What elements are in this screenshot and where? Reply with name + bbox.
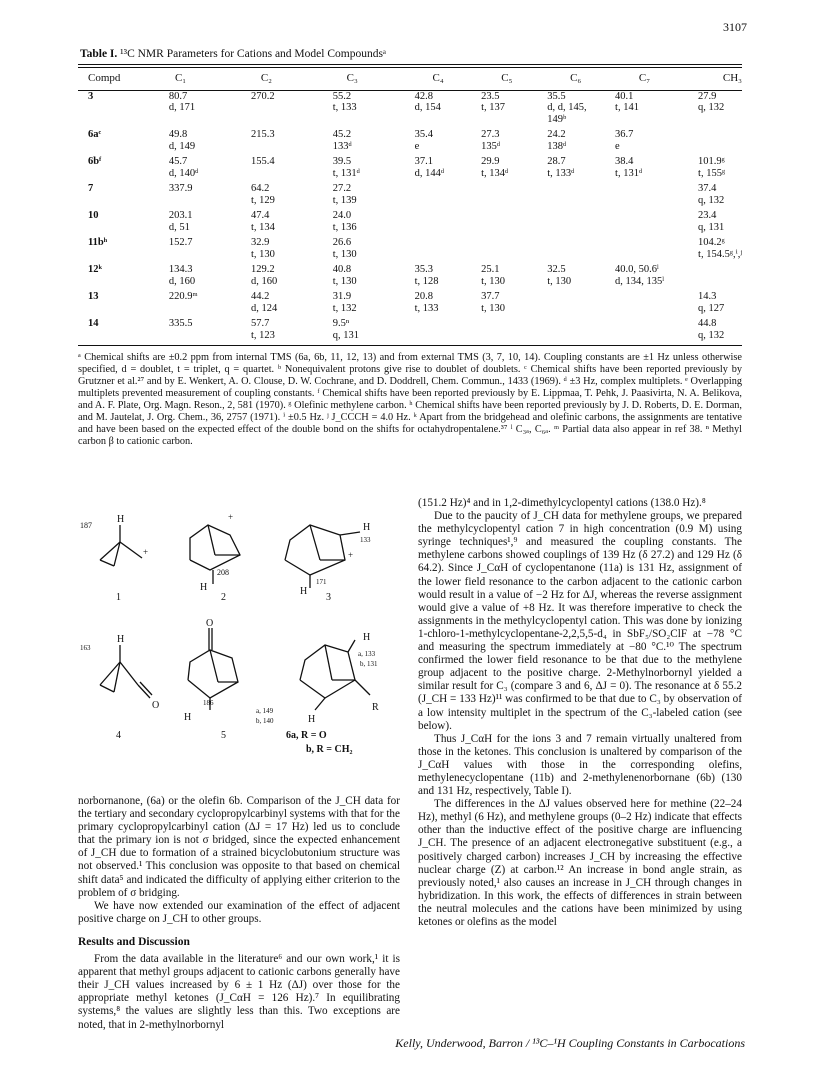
j-label-b131: b, 131 bbox=[360, 660, 378, 668]
j-label-187: 187 bbox=[80, 521, 92, 530]
structure-label-1: 1 bbox=[116, 592, 121, 603]
table-row bbox=[78, 287, 742, 314]
structure-label-5: 5 bbox=[221, 730, 226, 741]
table-cell: 57.7 t, 123 bbox=[250, 318, 275, 341]
structure-label-2: 2 bbox=[221, 592, 226, 603]
j-label-186: 186 bbox=[203, 699, 214, 707]
table-footnotes: ᵃ Chemical shifts are ±0.2 ppm from internal TMS (6a, 6b, 11, 12, 13) and from external TMS (3, 7, 10, 14). Coupling constants are ±1 Hz unless otherwise specified, d = doublet, t = triplet, q = quartet. ᵇ Nonequivalent protons give rise to doublet of doublets. ᶜ Chemical shifts have been reported previously by Grutzner et al.²⁷ and by E. Wenkert, A. O. Clouse, D. W. Cochrane, and D. Doddrell, Chem. Commun., 1433 (1969). ᵈ ±3 Hz, complex multiplets. ᵉ Overlapping multiplets prevented measurement of coupling constants. ᶠ Chemical shifts have been reported previously by E. Lippmaa, T. Pehk, J. Paasivirta, N. A. Belikova, and A. F. Plate, Org. Magn. Reson., 2, 581 (1970). ᵍ Olefinic methylene carbon. ʰ Chemical shifts have been reported previously by J. D. Roberts, D. E. Dorman, and M. Jautelat, J. Org. Chem., 36, 2757 (1971). ⁱ ±0.5 Hz. ʲ J_CCCH = 4.0 Hz. ᵏ Apart from the bridgehead and olefinic carbons, the assignments are tentative and have been based on the expected effect of the double bond on the shifts for octahydropentalene.³⁷ ˡ C₃ₐ, C₆ₐ. ᵐ Partial data also appear in ref 38. ⁿ Methyl carbon β to cationic carbon. bbox=[78, 352, 742, 447]
column-header: C₄ bbox=[432, 72, 444, 84]
table-cell: 45.7 d, 140ᵈ bbox=[168, 156, 199, 179]
table-row bbox=[78, 233, 742, 260]
table-row bbox=[78, 314, 742, 341]
right-column bbox=[418, 497, 742, 929]
table-cell bbox=[415, 206, 482, 233]
structure-2 bbox=[190, 525, 240, 584]
right-para-3: Thus J_CαH for the ions 3 and 7 remain virtually unaltered from those in the ketones. This conclusion is unaltered by comparison of the J_CαH values with those in the corresponding olefins, methylenecyclopentane (11b) and 2-methylenenorbornane (6b) (130 and 131 Hz, respectively, Table I). bbox=[418, 732, 742, 798]
structure-4 bbox=[100, 645, 152, 698]
compound-id: 14 bbox=[88, 318, 99, 329]
right-para-2: Due to the paucity of J_CH data for methylene groups, we prepared the methylcyclopentyl cation 7 in high concentration (0.9 M) using syringe techniques¹,⁹ and measured the coupling constants. The methylene carbons showed couplings of 139 Hz (δ 27.2) and 129 Hz (δ 64.2). Since J_CαH of cyclopentanone (11a) is 131 Hz, assignment of the lower field resonance to the carbon adjacent to the cationic carbon would result in a value of −2 Hz for ΔJ, whereas the reverse assignment would give a value of +8 Hz. It was therefore imperative to check the assignments in the methylcyclopentyl cation. This was done by ionizing 1-chloro-1-methylcyclopentane-2,2,5,5-d₄ in SbF₅/SO₂ClF at −78 °C and measuring the spectrum immediately at −80 °C.¹⁰ The spectrum confirmed the lower field resonance to be that due to the methylene group adjacent to the positive charge. 2-Methylnorbornyl yielded a similar result for C₃ (compare 3 and 6, ΔJ = 0). The resonance at δ 55.2 (J_CH = 133 Hz)¹¹ was confirmed to be that due to C₃ by observation of a low intensity multiplet in the spectrum of the C₃-labeled cation (see below). bbox=[418, 510, 742, 732]
page-number: 3107 bbox=[723, 20, 747, 34]
table-cell bbox=[481, 233, 547, 260]
j-label-a133: a, 133 bbox=[358, 650, 376, 658]
structure-label-6b: b, R = CH₂ bbox=[306, 744, 353, 755]
left-para-1: norbornanone, (6a) or the olefin 6b. Comparison of the J_CH data for the tertiary and secondary cyclopropylcarbinyl systems with that for the primary cyclopropylcarbinyl cation (ΔJ = 17 Hz) led us to conclude that the primary ion is not σ bridged, since the expected enhancement of J_CH due to formation of a strained bicyclobutonium structure was not observed.¹ This conclusion was opposite to that based on chemical shift data⁵ and indicated the difficulty of applying either criterion to the problem of σ bridging. bbox=[78, 795, 400, 899]
table-cell: 220.9ᵐ bbox=[168, 291, 198, 302]
table-row bbox=[78, 125, 742, 152]
table-cell: 32.9 t, 130 bbox=[250, 237, 275, 260]
compound-id: 6bᶠ bbox=[88, 156, 102, 167]
table-cell: 215.3 bbox=[250, 129, 275, 140]
table-cell: 104.2ᵍ t, 154.5ᵍ,ⁱ,ʲ bbox=[698, 237, 742, 260]
table-cell: 20.8 t, 133 bbox=[414, 291, 439, 314]
table-cell: 37.1 d, 144ᵈ bbox=[414, 156, 445, 179]
table-cell bbox=[547, 233, 615, 260]
atom-h-6b: H bbox=[308, 714, 316, 725]
left-para-3: From the data available in the literature⁶ and our own work,¹ it is apparent that methyl groups adjacent to cationic carbons generally have their J_CH values increased by 6 ± 1 Hz (ΔJ) over those for the appropriate methyl ketones (J_CαH = 126 Hz).⁷ In equilibrating systems,⁸ the values are slightly less than this. Two exceptions are noted, that in 2-methylnorbornyl bbox=[78, 953, 400, 1031]
j-label-163: 163 bbox=[80, 644, 91, 652]
table-cell bbox=[615, 179, 698, 206]
table-cell: 24.2 138ᵈ bbox=[547, 129, 567, 152]
column-header: C₃ bbox=[346, 72, 358, 84]
table-cell bbox=[415, 314, 482, 341]
table-cell: 9.5ⁿ q, 131 bbox=[332, 318, 359, 341]
table-cell: 14.3 q, 127 bbox=[698, 291, 725, 314]
table-cell: 152.7 bbox=[168, 237, 193, 248]
table-cell: 45.2 133ᵈ bbox=[332, 129, 352, 152]
table-cell: 31.9 t, 132 bbox=[332, 291, 357, 314]
structure-label-6a: 6a, R = O bbox=[286, 730, 327, 741]
table-cell: 337.9 bbox=[168, 183, 193, 194]
table-cell: 40.8 t, 130 bbox=[332, 264, 357, 287]
table-cell: 28.7 t, 133ᵈ bbox=[547, 156, 575, 179]
table-cell bbox=[547, 206, 615, 233]
table-cell bbox=[615, 287, 698, 314]
table-cell bbox=[698, 260, 742, 287]
table-cell: 44.8 q, 132 bbox=[698, 318, 725, 341]
table-cell: 35.4 e bbox=[414, 129, 433, 152]
table-cell bbox=[481, 179, 547, 206]
compound-id: 6aᶜ bbox=[88, 129, 102, 140]
structure-figure bbox=[80, 500, 400, 790]
table-cell: 23.5 t, 137 bbox=[481, 90, 505, 113]
table-cell bbox=[615, 233, 698, 260]
nmr-table bbox=[78, 64, 742, 346]
table-cell: 49.8 d, 149 bbox=[168, 129, 196, 152]
table-cell bbox=[615, 314, 698, 341]
table-cell: 203.1 d, 51 bbox=[168, 210, 193, 233]
compound-id: 11bʰ bbox=[88, 237, 108, 248]
table-cell: 47.4 t, 134 bbox=[250, 210, 275, 233]
compound-id: 10 bbox=[88, 210, 99, 221]
column-header: C₆ bbox=[570, 72, 582, 84]
table-cell bbox=[415, 179, 482, 206]
table-title: ¹³C NMR Parameters for Cations and Model Compoundsᵃ bbox=[120, 48, 387, 60]
table-cell: 40.1 t, 141 bbox=[615, 90, 639, 113]
table-cell: 270.2 bbox=[250, 90, 275, 102]
table-cell: 134.3 d, 160 bbox=[168, 264, 196, 287]
table-cell: 42.8 d, 154 bbox=[414, 90, 441, 113]
atom-r-6: R bbox=[372, 702, 379, 713]
table-cell: 29.9 t, 134ᵈ bbox=[481, 156, 509, 179]
left-column bbox=[78, 795, 400, 1032]
column-header: CH₃ bbox=[722, 72, 742, 84]
j-label-208: 208 bbox=[217, 568, 229, 577]
column-header: Compd bbox=[88, 72, 121, 84]
table-cell: 44.2 d, 124 bbox=[250, 291, 278, 314]
table-cell: 27.3 135ᵈ bbox=[481, 129, 501, 152]
table-cell: 35.5 d, d, 145, 149ᵇ bbox=[547, 90, 587, 125]
column-header: C₁ bbox=[174, 72, 187, 84]
cation-plus-3: + bbox=[348, 550, 354, 560]
table-cell bbox=[547, 179, 615, 206]
atom-o-5: O bbox=[206, 618, 214, 629]
table-cell: 39.5 t, 131ᵈ bbox=[332, 156, 360, 179]
table-label: Table I. bbox=[80, 48, 118, 60]
compound-id: 3 bbox=[88, 90, 94, 102]
right-para-4: The differences in the ΔJ values observed here for methine (22–24 Hz), methyl (6 Hz), and methylene groups (0–2 Hz) indicate that effects other than the inductive effect of the positive charge are influencing J_CH. The presence of an adjacent electronegative substituent (e.g., a positively charged carbon) increases J_CH by increasing the effective nuclear charge (Z) at carbon.¹² An increase in bond angle strain, as previously noted,¹ also causes an increase in J_CH through changes in hybridization. In this work, the effects of differences in strain between the neutral molecules and the cations have been minimized by using ketones or olefins as the model bbox=[418, 798, 742, 928]
table-cell: 32.5 t, 130 bbox=[547, 264, 572, 287]
table-cell: 40.0, 50.6ˡ d, 134, 135ˡ bbox=[615, 264, 665, 287]
table-cell: 80.7 d, 171 bbox=[168, 90, 196, 113]
atom-h-5: H bbox=[184, 712, 192, 723]
table-caption bbox=[80, 48, 386, 60]
table-row bbox=[78, 91, 742, 126]
cation-plus-1: + bbox=[143, 547, 149, 557]
table-cell: 101.9ᵍ t, 155ᵍ bbox=[698, 156, 726, 179]
atom-h-3b: H bbox=[300, 586, 308, 597]
table-cell bbox=[547, 287, 615, 314]
table-cell: 129.2 d, 160 bbox=[250, 264, 278, 287]
right-para-1: (151.2 Hz)⁴ and in 1,2-dimethylcyclopentyl cations (138.0 Hz).⁸ bbox=[418, 497, 706, 509]
table-row bbox=[78, 260, 742, 287]
j-label-a149: a, 149 bbox=[256, 707, 274, 715]
table-row bbox=[78, 206, 742, 233]
table-cell: 335.5 bbox=[168, 318, 193, 329]
table-cell bbox=[415, 233, 482, 260]
table-cell: 26.6 t, 130 bbox=[332, 237, 357, 260]
table-cell: 55.2 t, 133 bbox=[332, 90, 357, 113]
column-header: C₇ bbox=[638, 72, 651, 84]
table-cell: 36.7 e bbox=[615, 129, 634, 152]
table-cell bbox=[547, 314, 615, 341]
table-cell: 64.2 t, 129 bbox=[250, 183, 275, 206]
table-cell bbox=[698, 125, 742, 152]
compound-id: 7 bbox=[88, 183, 94, 194]
structure-label-3: 3 bbox=[326, 592, 331, 603]
column-header: C₂ bbox=[260, 72, 272, 84]
table-cell: 38.4 t, 131ᵈ bbox=[615, 156, 643, 179]
j-label-b140: b, 140 bbox=[256, 717, 274, 725]
running-footer: Kelly, Underwood, Barron / ¹³C–¹H Coupling Constants in Carbocations bbox=[395, 1036, 745, 1050]
compound-id: 13 bbox=[88, 291, 99, 302]
atom-o-4: O bbox=[152, 700, 160, 711]
table-cell: 35.3 t, 128 bbox=[414, 264, 439, 287]
table-cell: 37.7 t, 130 bbox=[481, 291, 505, 314]
column-header: C₅ bbox=[501, 72, 513, 84]
structure-label-4: 4 bbox=[116, 730, 121, 741]
table-row bbox=[78, 152, 742, 179]
section-heading: Results and Discussion bbox=[78, 935, 190, 948]
table-cell: 23.4 q, 131 bbox=[698, 210, 725, 233]
compound-id: 12ᵏ bbox=[88, 264, 103, 275]
atom-h-3: H bbox=[363, 522, 371, 533]
j-label-171: 171 bbox=[316, 578, 327, 586]
table-body bbox=[78, 91, 742, 342]
j-label-133: 133 bbox=[360, 536, 371, 544]
atom-h-2: H bbox=[200, 582, 208, 593]
structure-5 bbox=[188, 628, 238, 710]
structure-1 bbox=[100, 525, 142, 566]
table-cell: 27.2 t, 139 bbox=[332, 183, 357, 206]
table-cell: 25.1 t, 130 bbox=[481, 264, 505, 287]
table-cell bbox=[481, 206, 547, 233]
table-cell bbox=[615, 206, 698, 233]
table-cell: 37.4 q, 132 bbox=[698, 183, 725, 206]
atom-h-6: H bbox=[363, 632, 371, 643]
table-cell: 24.0 t, 136 bbox=[332, 210, 357, 233]
table-row bbox=[78, 179, 742, 206]
table-cell: 27.9 q, 132 bbox=[698, 90, 725, 113]
table-cell: 155.4 bbox=[250, 156, 275, 167]
table-cell bbox=[481, 314, 547, 341]
cation-plus-2: + bbox=[228, 512, 234, 522]
atom-h-1: H bbox=[117, 514, 125, 525]
left-para-2: We have now extended our examination of the effect of adjacent positive charge on J_CH to other groups. bbox=[78, 899, 400, 925]
atom-h-4: H bbox=[117, 634, 125, 645]
table-header-row bbox=[78, 68, 742, 90]
